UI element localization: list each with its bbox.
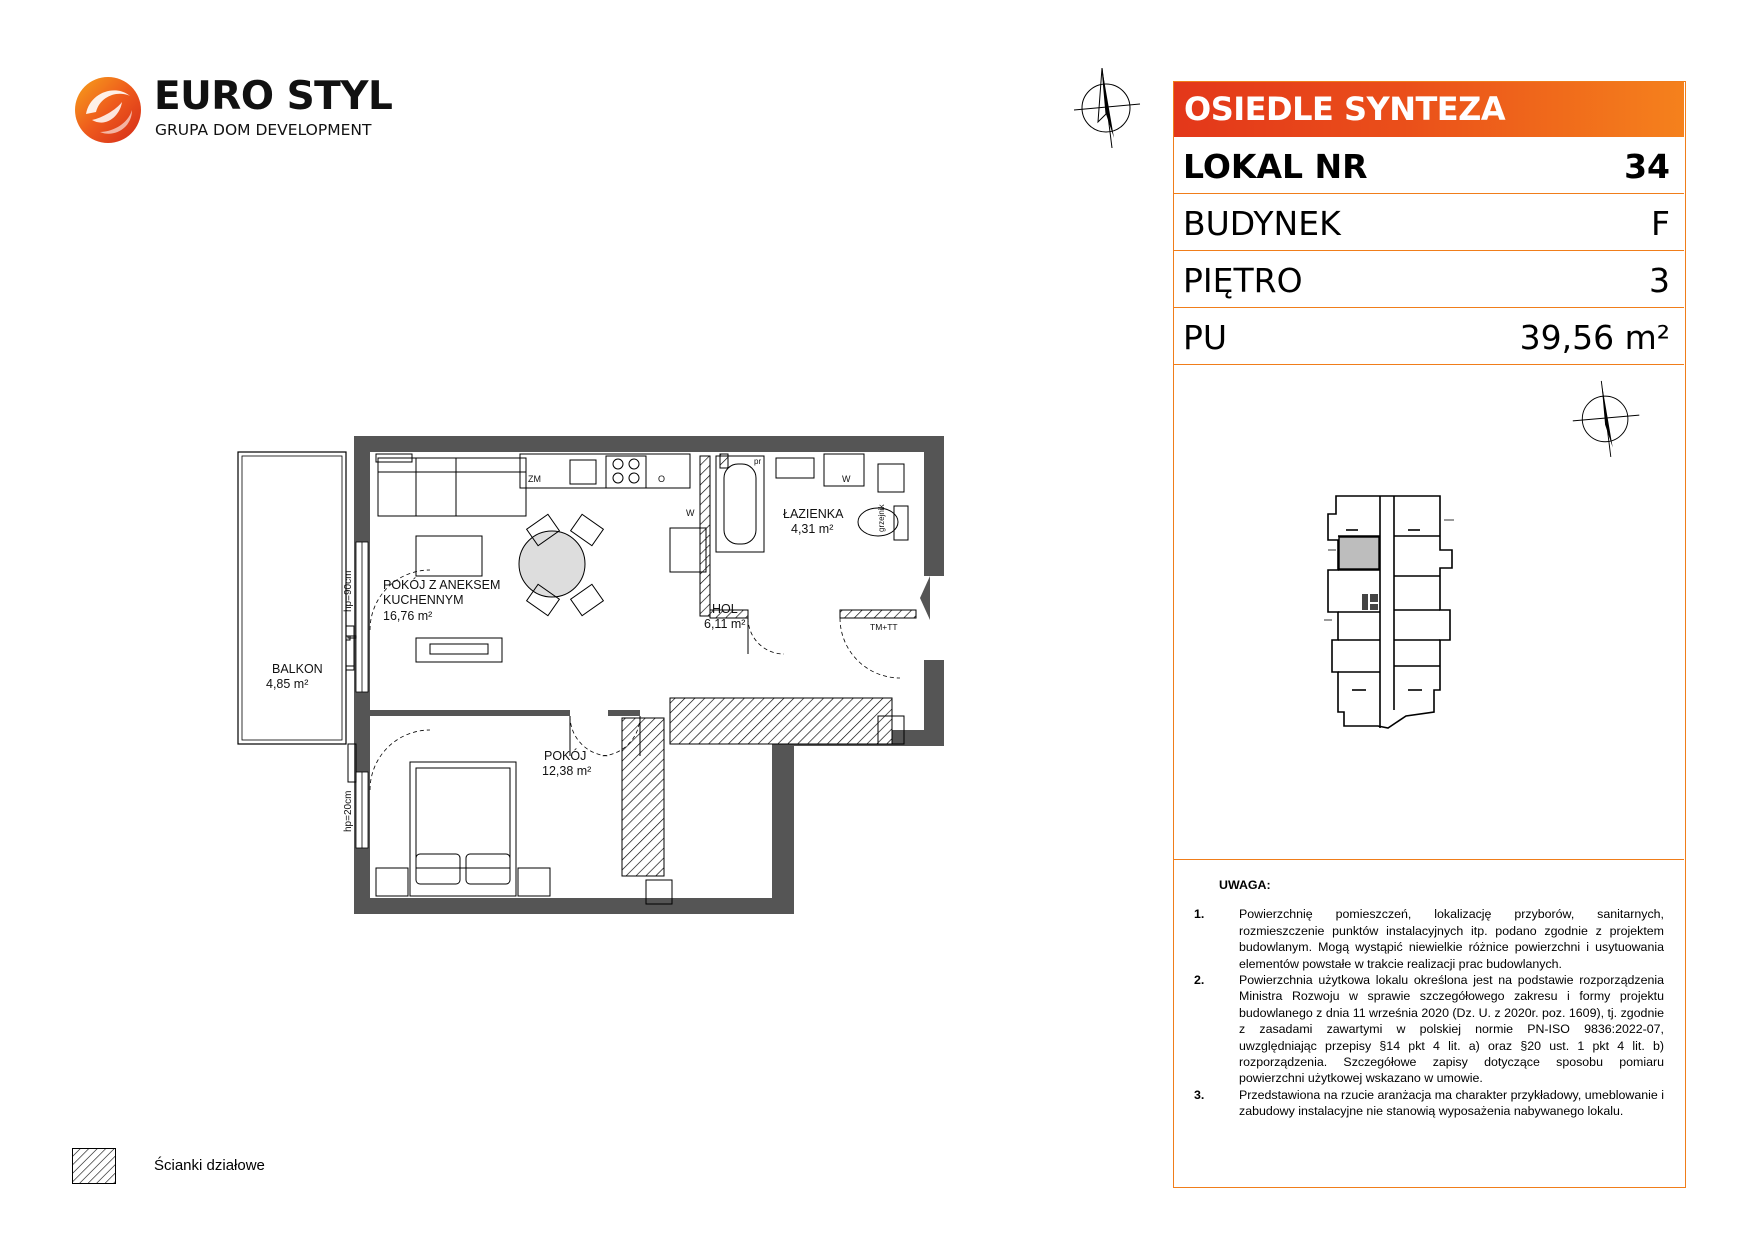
room-area: 6,11 m² (704, 617, 746, 631)
row-label: PIĘTRO (1183, 261, 1303, 300)
wardrobe (670, 698, 892, 744)
window-sill-height: hp=20cm (343, 790, 354, 832)
note-item (1194, 906, 1664, 972)
north-arrow-icon (1068, 62, 1148, 152)
note-item (1194, 1087, 1664, 1120)
note-text: Przedstawiona na rzucie aranżacja ma charakter przykładowy, umeblowanie i zabudowy instalacyjne nie stanowią wyposażenia nabywanego lokalu. (1239, 1087, 1664, 1119)
row-value: 3 (1649, 261, 1670, 300)
water-mark: O (658, 474, 666, 484)
note-text: Powierzchnię pomieszczeń, lokalizację przyborów, sanitarnych, rozmieszczenie punktów instalacyjnych itp. podano zgodnie z projektem budowlanym. Mogą wystąpić niewielkie różnice powierzchni i usytuowania elementów powstałe w trakcie realizacji prac budowlanych. (1239, 907, 1664, 971)
partition-walls (700, 454, 916, 618)
row-value: F (1651, 204, 1670, 243)
floor-plan (230, 430, 1040, 920)
row-pietro (1174, 251, 1684, 308)
note-number: 1. (1194, 907, 1205, 922)
notes-section (1194, 877, 1664, 1120)
mark: pr (754, 457, 762, 466)
hatch-legend-icon (72, 1148, 116, 1184)
room-label: POKÓJ Z ANEKSEM (383, 578, 501, 592)
room-area: 4,31 m² (791, 522, 834, 536)
company-logo (72, 70, 392, 150)
row-budynek (1174, 194, 1684, 251)
notes-divider (1174, 859, 1684, 860)
building-keyplan (1322, 490, 1462, 740)
row-pu (1174, 308, 1684, 365)
note-number: 3. (1194, 1087, 1205, 1102)
info-panel (1173, 81, 1686, 1188)
north-arrow-icon (1569, 375, 1645, 461)
logo-icon (72, 74, 144, 146)
notes-title: UWAGA: (1219, 878, 1271, 892)
water-mark: W (686, 508, 695, 518)
room-area: 12,38 m² (542, 764, 592, 778)
row-value: 39,56 m² (1519, 318, 1670, 357)
room-label: HOL (712, 602, 738, 616)
logo-name: EURO STYL (154, 74, 393, 119)
note-number: 2. (1194, 973, 1205, 988)
row-label: LOKAL NR (1183, 147, 1368, 186)
room-label: KUCHENNYM (383, 593, 464, 607)
room-label: ŁAZIENKA (783, 507, 844, 521)
room-area: 4,85 m² (266, 677, 309, 691)
row-lokal (1174, 137, 1684, 194)
panel-header (1174, 82, 1684, 137)
legend-label: Ścianki działowe (154, 1157, 265, 1174)
row-label: PU (1183, 318, 1228, 357)
room-label: POKÓJ (544, 749, 587, 763)
room-label: BALKON (272, 662, 323, 676)
radiator-mark: grzejnik (877, 504, 886, 532)
water-mark: ZM (528, 474, 541, 484)
logo-subtitle: GRUPA DOM DEVELOPMENT (155, 121, 372, 139)
estate-title: OSIEDLE SYNTEZA (1184, 90, 1506, 128)
water-mark: W (842, 474, 851, 484)
media-mark: TM+TT (870, 622, 898, 632)
window-sill-height: hp=90cm (343, 570, 354, 612)
row-value: 34 (1624, 147, 1670, 186)
note-item (1194, 972, 1664, 1087)
balcony-outline (238, 452, 346, 744)
room-area: 16,76 m² (383, 609, 433, 623)
note-text: Powierzchnia użytkowa lokalu określona jest na podstawie rozporządzenia Ministra Rozwoju w sprawie szczegółowego zakresu i formy projektu budowlanego z dnia 11 września 2020 (Dz. U. z 2020r. poz. 1609), tj. zgodnie z zasadami zawartymi w polskiej normie PN-ISO 9836:2022-07, uwzględniając przepisy §14 pkt 4 lit. a) oraz §20 ust. 1 pkt 4 lit. b) rozporządzenia. Szczegółowe zapisy dotyczące sposobu pomiaru powierzchni użytkowej wskazano w umowie. (1239, 973, 1664, 1086)
wardrobe (622, 718, 664, 876)
row-label: BUDYNEK (1183, 204, 1341, 243)
